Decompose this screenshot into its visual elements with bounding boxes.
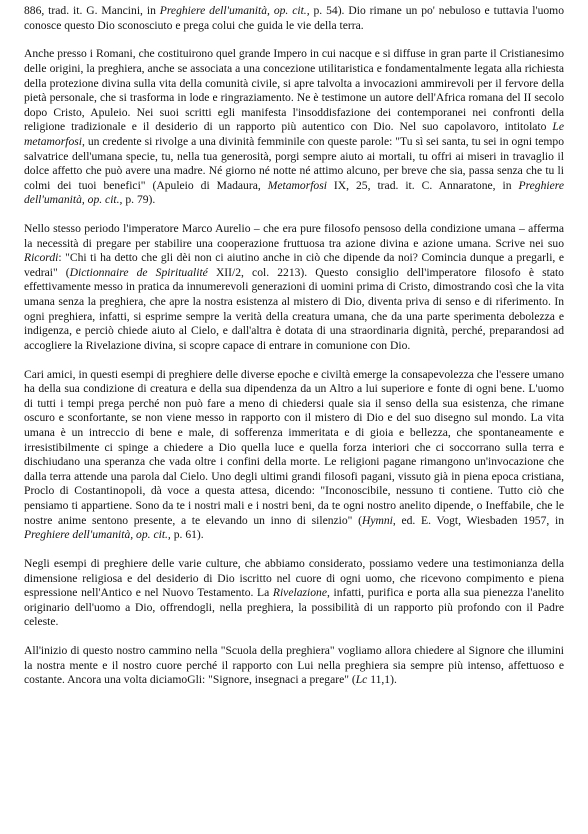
text-run: p. 54). Dio rimane un po' nebuloso e tuttavia l'uomo conosce questo Dio sconosciuto e prega colui che guida le vie della terra. [24,4,564,32]
paragraph [24,222,564,353]
italic-run: Preghiere dell'umanità, op. cit., [24,178,564,207]
text-run: Negli esempi di preghiere delle varie culture, che abbiamo considerato, possiamo vedere una testimonianza della dimensione religiosa e del desiderio di Dio iscritto nel cuore di ogni uomo, che ricevono compimento e piena espressione nell'Antico e nel Nuovo Testamento. La [24,556,564,600]
italic-run: Le metamorfosi [24,120,564,148]
text-run: Cari amici, in questi esempi di preghiere delle diverse epoche e civiltà emerge la consapevolezza che l'essere umano ha della sua condizione di creatura e della sua dipendenza da un Altro a lui superiore e fonte di ogni bene. L'uomo di tutti i tempi prega perché non può fare a meno di chiedersi quale sia il senso della sua esistenza, che rimane oscuro e sconfortante, se non viene messo in rapporto con il mistero di Dio e del suo disegno sul mondo. La vita umana è un intreccio di bene e male, di sofferenza immeritata e di gioia e bellezza, che spontaneamente e irresistibilmente ci spinge a chiedere a Dio quella luce e quella forza interiori che ci soccorrano sulla terra e dischiudano una speranza che vada oltre i confini della morte. Le religioni pagane rimangono un'invocazione che dalla terra attende una parola dal Cielo. Uno degli ultimi grandi filosofi pagani, vissuto già in piena epoca cristiana, Proclo di Costantinopoli, dà voce a questa attesa, dicendo: "Inconoscibile, nessuno ti contiene. Tutto ciò che pensiamo ti appartiene. Sono da te i nostri mali e i nostri beni, da te ogni nostro anelito dipende, o Ineffabile, che le nostre anime sentono presente, a te elevando un inno di silenzio" ( [24,367,564,527]
text-run: Nello stesso periodo l'imperatore Marco Aurelio – che era pure filosofo pensoso della condizione umana – afferma la necessità di pregare per stabilire una cooperazione fruttuosa tra azione divina e azione umana. Scrive nei suo [24,222,564,250]
text-run: p. 61). [170,528,204,542]
italic-run: Metamorfosi [267,178,327,192]
italic-run: Rivelazione [272,586,327,600]
text-run: All'inizio di questo nostro cammino nella "Scuola della preghiera" vogliamo allora chiedere al Signore che illumini la nostra mente e il nostro cuore perché il rapporto con Lui nella preghiera sia sempre più intenso, affettuoso e costante. Ancora una volta diciamoGli: "Signore, insegnaci a pregare" ( [24,644,564,687]
italic-run: Preghiere dell'umanità, op. cit., [159,4,310,17]
text-run: 886, trad. it. G. Mancini, in [24,4,160,17]
italic-run: Ricordi [24,251,59,265]
italic-run: Preghiere dell'umanità, op. cit., [24,528,171,542]
paragraph [24,368,564,543]
paragraph [24,47,564,208]
italic-run: Hymni [361,513,393,527]
document-page [24,4,564,702]
paragraph [24,557,564,630]
paragraph [24,644,564,688]
text-run: : "Chi ti ha detto che gli dèi non ci aiutino anche in ciò che dipende da noi? Comincia dunque a pregarli, e vedrai" ( [24,251,564,279]
text-run: p. 79). [122,193,156,207]
paragraph [24,4,564,33]
text-run: XII/2, col. 2213). Questo consiglio dell'imperatore filosofo è stato effettivamente messo in pratica da innumerevoli generazioni di uomini prima di Cristo, dimostrando così che la vita umana senza la preghiera, che apre la nostra esistenza al mistero di Dio, diventa priva di senso e di riferimento. In ogni preghiera, infatti, si esprime sempre la verità della creatura umana, che da una parte sperimenta debolezza e indigenza, e perciò chiede aiuto al Cielo, e dall'altra è dotata di una straordinaria dignità, perché, preparandosi ad accogliere la Rivelazione divina, si scopre capace di entrare in comunione con Dio. [24,265,564,352]
text-run: IX, 25, trad. it. C. Annaratone, in [326,178,519,192]
italic-run: Dictionnaire de Spiritualité [69,265,208,279]
italic-run: Lc [355,673,368,687]
text-run: , infatti, purifica e porta alla sua pienezza l'anelito originario dell'uomo a Dio, offrendogli, nella preghiera, la possibilità di un rapporto più profondo con il Padre celeste. [24,586,565,629]
text-run: 11,1). [367,673,397,687]
text-run: Anche presso i Romani, che costituirono quel grande Impero in cui nacque e si diffuse in gran parte il Cristianesimo delle origini, la preghiera, anche se associata a una concezione utilitaristica e fondamentalmente legata alla richiesta della protezione divina sulla vita della comunità civile, si apre talvolta a invocazioni ammirevoli per il fervore della pietà personale, che si trasforma in lode e ringraziamento. Ne è testimone un autore dell'Africa romana del II secolo dopo Cristo, Apuleio. Nei suoi scritti egli manifesta l'insoddisfazione dei contemporanei nei confronti della religione tradizionale e il desiderio di un rapporto più autentico con Dio. Nel suo capolavoro, intitolato [24,47,564,134]
text-run: , ed. E. Vogt, Wiesbaden 1957, in [392,513,564,527]
text-run: , un credente si rivolge a una divinità femminile con queste parole: "Tu sì sei santa, tu sei in ogni tempo salvatrice dell'umana specie, tu, nella tua generosità, porgi sempre aiuto ai mortali, tu offri ai miseri in travaglio il dolce affetto che può avere una madre. Né giorno né notte né attimo alcuno, per breve che sia, passa senza che tu li colmi dei tuoi benefici" (Apuleio di Madaura, [24,134,564,192]
